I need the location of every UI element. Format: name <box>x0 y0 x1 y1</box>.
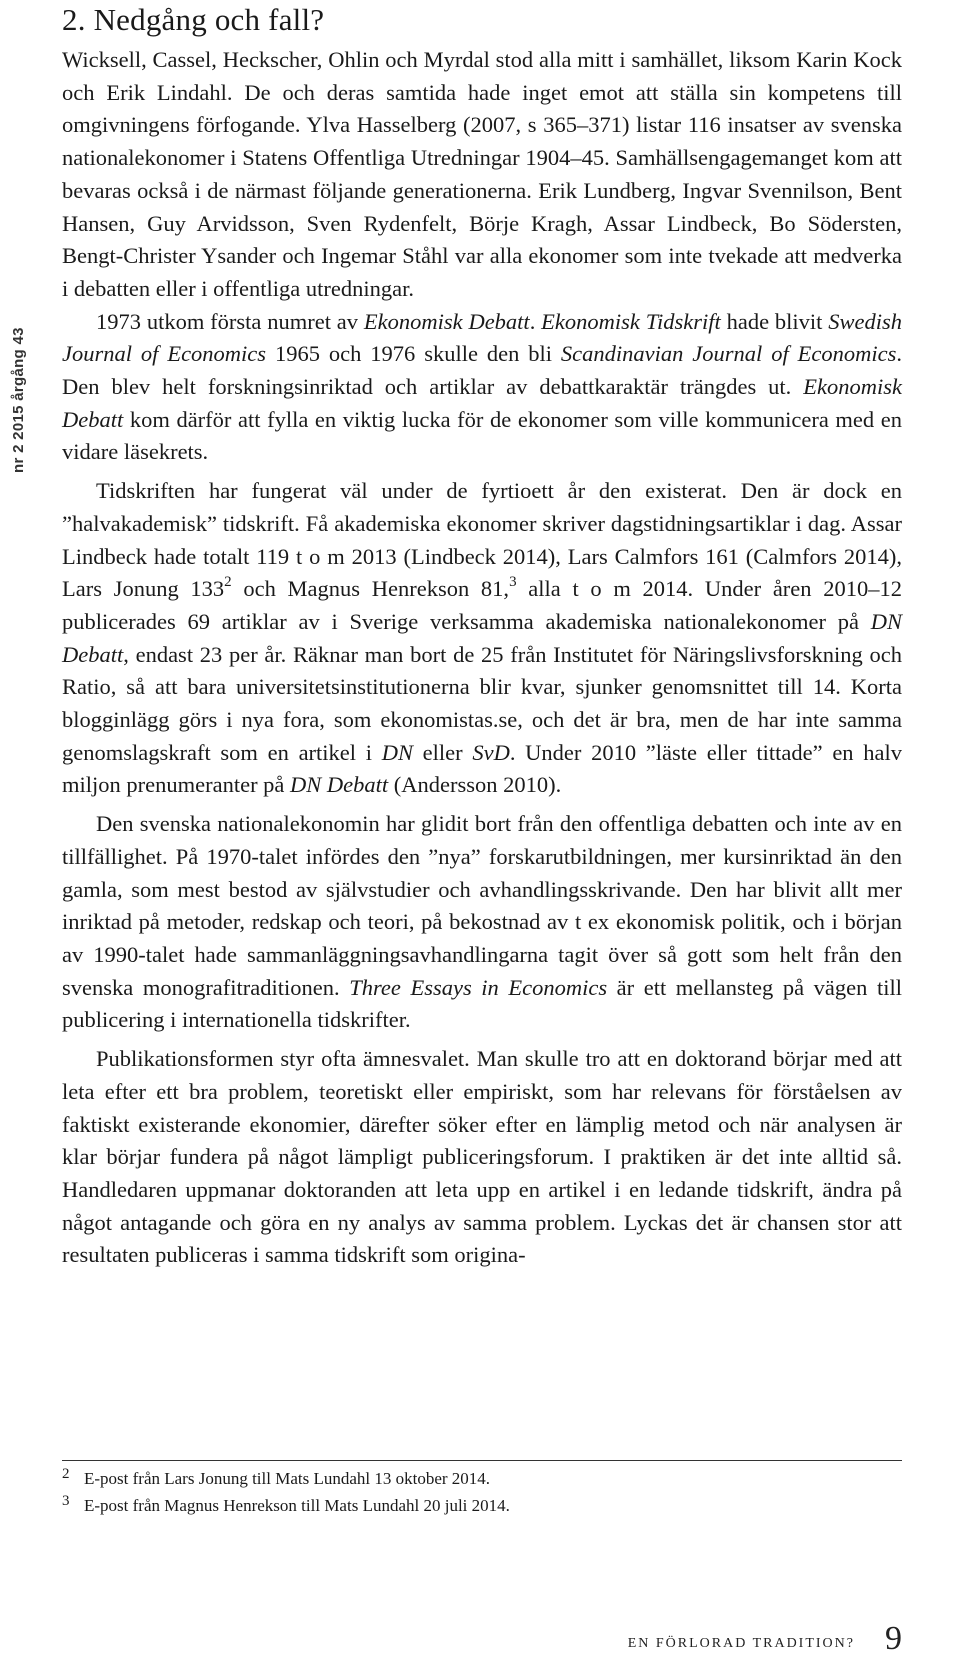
text-run: Den svenska nationalekonomin har glidit bort från den offentliga debatten och inte av en tillfällighet. På 1970-talet infördes den ”nya” forskarutbildningen, mer kursinriktad än den gamla, som mest bestod av självstudier och avhandlingsskrivande. Den har blivit allt mer inriktad på metoder, redskap och teori, på bekostnad av t ex ekonomisk politik, och i början av 1990-talet hade sammanläggningsavhandlingarna tagit över så gott som helt från den svenska monografitraditionen. <box>62 811 902 1000</box>
text-run: och Magnus Henrekson 81, <box>231 576 510 602</box>
footnote-item <box>62 1493 902 1520</box>
italic-title: DN <box>381 739 413 765</box>
issue-side-label: nr 2 2015 årgång 43 <box>10 327 27 473</box>
text-run: Tidskriften har fungerat väl under de fyrtioett år den existerat. Den är dock en ”halvakademisk” tidskrift. Få akademiska ekonomer skriver dagstidningsartiklar i dag. Assar Lindbeck hade totalt 119 t o m 2013 (Lindbeck 2014), Lars Calmfors 161 (Calmfors 2014), Lars Jonung 133 <box>62 478 902 602</box>
text-run: . Den blev helt forskningsinriktad och artiklar av debattkaraktär trängdes ut. <box>62 341 902 400</box>
italic-title: Ekonomisk Debatt <box>62 374 902 432</box>
footnote-number: 2 <box>62 1466 70 1482</box>
text-run: Publikationsformen styr ofta ämnesvalet. Man skulle tro att en doktorand börjar med att leta efter ett bra problem, teoretiskt eller empiriskt, som har relevans för förståelsen av faktiskt existerande ekonomier, därefter söker efter en lämplig metod och när analysen är klar börjar fundera på något lämpligt publiceringsforum. I praktiken är det inte alltid så. Handledaren uppmanar doktoranden att leta upp en artikel i en ledande tidskrift, ändra på något antagande och göra en ny analys av samma problem. Lyckas det är chansen stor att resultaten publiceras i samma tidskrift som origina- <box>62 1046 902 1268</box>
body-text <box>62 44 902 1272</box>
text-run: (Andersson 2010). <box>388 772 562 798</box>
italic-title: Ekonomisk Debatt <box>363 308 530 334</box>
text-run: . <box>529 308 542 334</box>
footnote-text: E-post från Magnus Henrekson till Mats Lundahl 20 juli 2014. <box>84 1496 510 1515</box>
footnotes <box>62 1466 902 1520</box>
footnote-text: E-post från Lars Jonung till Mats Lundahl 13 oktober 2014. <box>84 1469 491 1488</box>
italic-title: Ekonomisk Tidskrift <box>541 308 721 334</box>
running-footer-title: EN FÖRLORAD TRADITION? <box>627 1636 855 1651</box>
text-run: 1973 utkom första numret av <box>96 308 364 334</box>
text-run: hade blivit <box>720 308 829 334</box>
italic-title: Scandinavian Journal of Economics <box>560 341 897 367</box>
page-number: 9 <box>885 1620 902 1657</box>
italic-title: SvD <box>472 739 510 765</box>
paragraph <box>62 306 902 470</box>
paragraph <box>62 1043 902 1272</box>
footnote-ref: 3 <box>509 573 517 590</box>
footnote-ref: 2 <box>224 573 232 590</box>
section-title: 2. Nedgång och fall? <box>62 2 325 37</box>
italic-title: Swedish Journal of Economics <box>62 308 903 367</box>
paragraph <box>62 808 902 1037</box>
text-run: 1965 och 1976 skulle den bli <box>266 341 561 367</box>
text-run: , endast 23 per år. Räknar man bort de 25 från Institutet för Näringslivsforskning och Ratio, så att bara universitetsinstitutionerna blir kvar, sjunker genomsnittet till 14. Korta blogginlägg görs i nya fora, som ekonomistas.se, och det är bra, men de har inte samma genomslagskraft som en artikel i <box>62 641 902 765</box>
footnote-item <box>62 1466 902 1493</box>
text-run: . Under 2010 ”läste eller tittade” en halv miljon prenumeranter på <box>62 739 902 798</box>
paragraph <box>62 475 902 802</box>
paragraph <box>62 44 902 306</box>
italic-title: Three Essays in Economics <box>349 974 608 1000</box>
text-run: Wicksell, Cassel, Heckscher, Ohlin och Myrdal stod alla mitt i samhället, liksom Karin Kock och Erik Lindahl. De och deras samtida hade inget emot att ställa sin kompetens till omgivningens förfogande. Ylva Hasselberg (2007, s 365–371) listar 116 insatser av svenska nationalekonomer i Statens Offentliga Utredningar 1904–45. Samhällsengagemanget kom att bevaras också i de närmast följande generationerna. Erik Lundberg, Ingvar Svennilson, Bent Hansen, Guy Arvidsson, Sven Rydenfelt, Börje Kragh, Assar Lindbeck, Bo Södersten, Bengt-Christer Ysander och Ingemar Ståhl var alla ekonomer som inte tvekade att medverka i debatten eller i offentliga utredningar. <box>62 47 902 301</box>
footnote-divider <box>62 1460 902 1461</box>
text-run: kom därför att fylla en viktig lucka för de ekonomer som ville kommunicera med en vidare läsekrets. <box>62 406 902 465</box>
text-run: eller <box>412 739 473 765</box>
text-run: är ett mellansteg på vägen till publicering i internationella tidskrifter. <box>62 974 902 1033</box>
footnote-number: 3 <box>62 1493 70 1509</box>
italic-title: DN Debatt <box>62 608 902 667</box>
italic-title: DN Debatt <box>290 772 389 798</box>
text-run: alla t o m 2014. Under åren 2010–12 publicerades 69 artiklar av i Sverige verksamma akademiska nationalekonomer på <box>62 576 902 634</box>
